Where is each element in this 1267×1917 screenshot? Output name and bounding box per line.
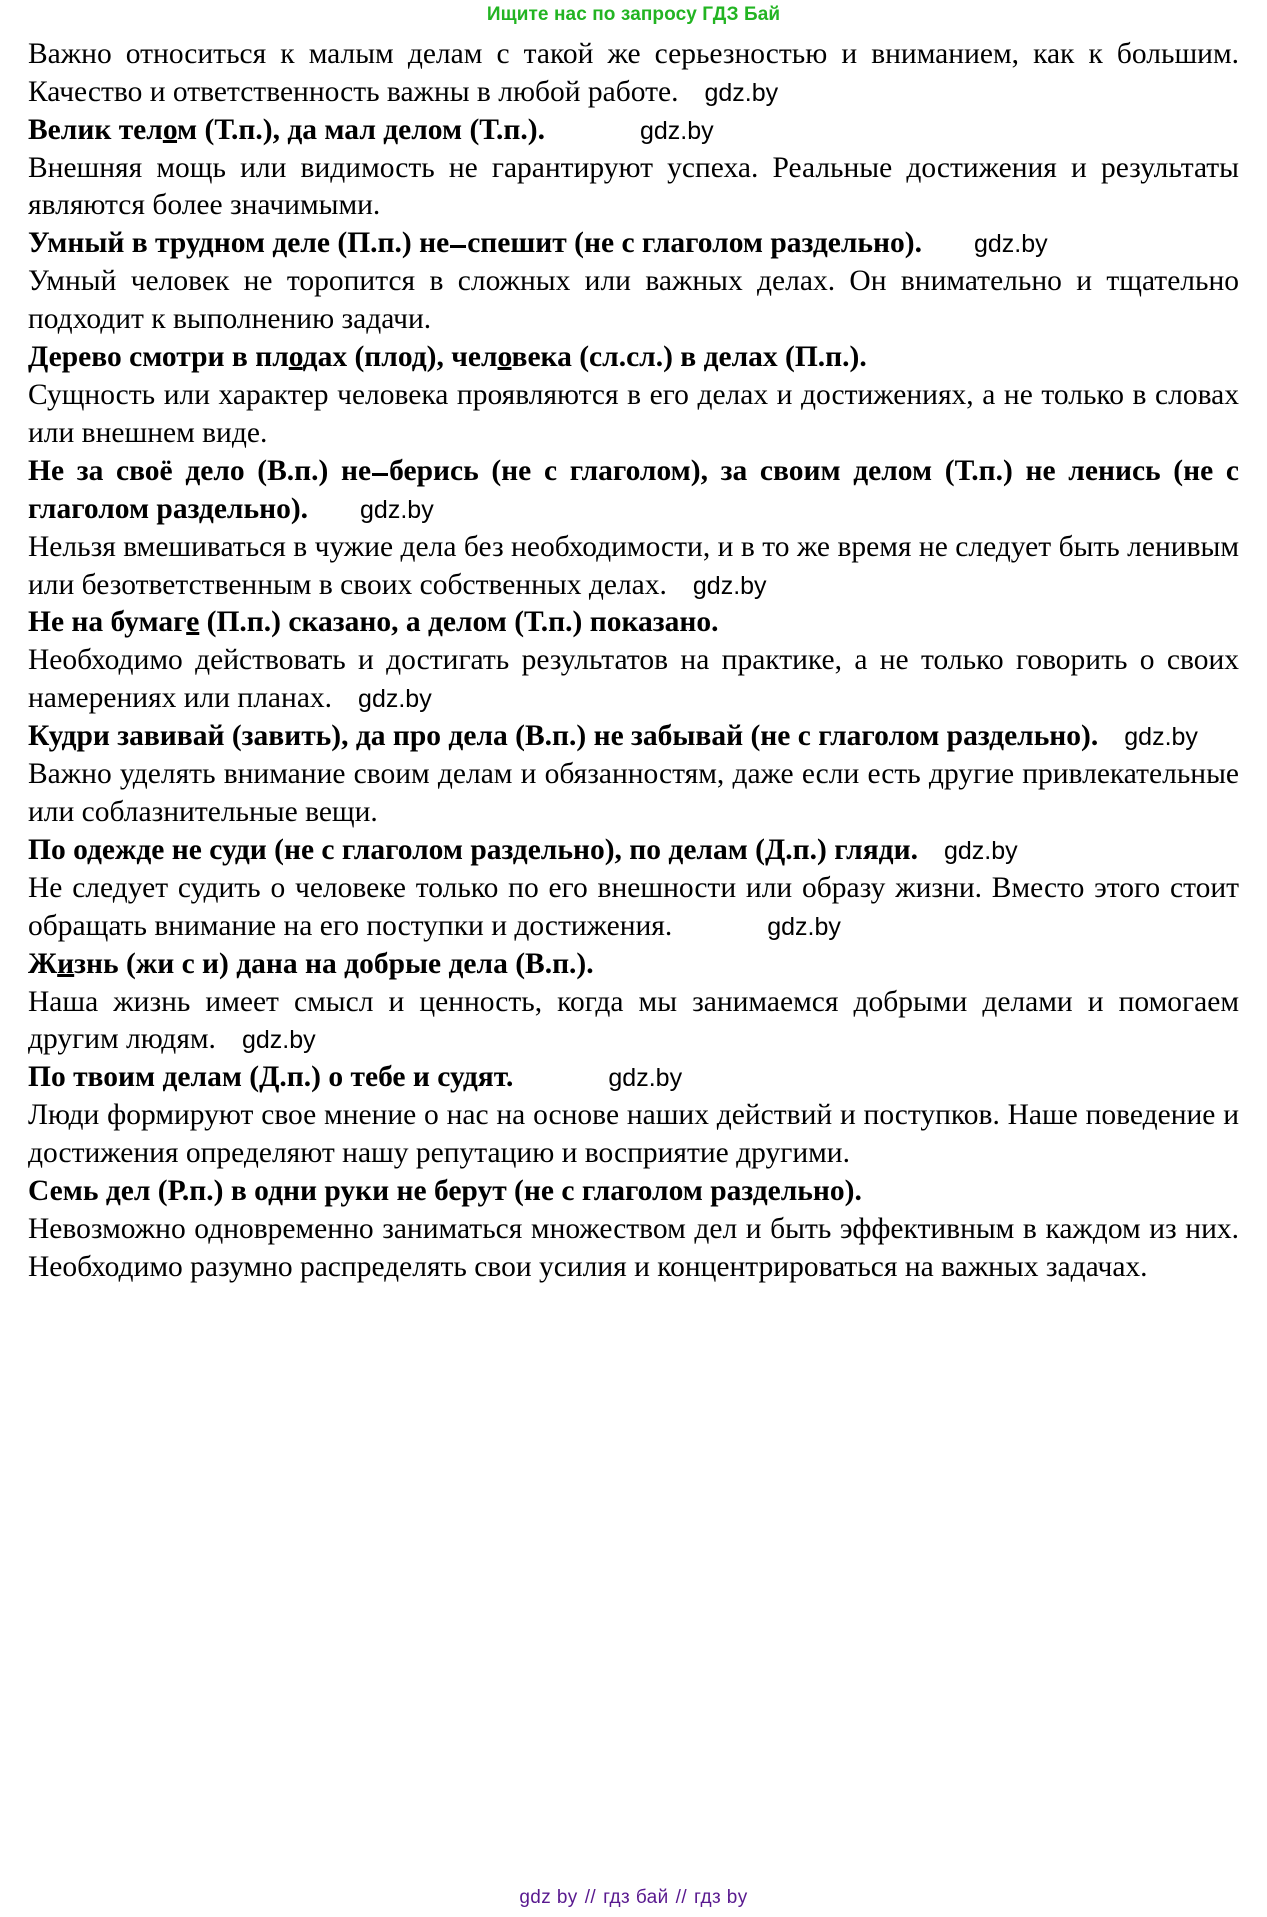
watermark-gdz: gdz.by [767,912,841,941]
explanation-text: Нельзя вмешиваться в чужие дела без необходимости, и в то же время не следует быть ленивым или безответственным в своих собственных делах. [28,530,1239,601]
orthogram-underline: о [497,341,512,374]
proverb-heading-1 [28,112,1239,150]
proverb-item-10 [28,1173,1239,1287]
proverb-item-6 [28,718,1239,832]
heading-text-p2: (П.п.) сказано, а делом (Т.п.) показано. [199,606,719,639]
footer-separator-2: // [675,1887,688,1908]
heading-text-p1: Не на бумаг [28,606,187,639]
orthogram-underline: и [57,947,75,980]
proverb-heading-6 [28,718,1239,756]
heading-text: Кудри завивай (завить), да про дела (В.п.) не забывай (не с глаголом раздельно). [28,720,1099,753]
heading-text-part2: берись (не с глаголом), за своим делом (Т.п.) не ленись (не с глаголом раздельно). [28,454,1239,525]
watermark-gdz: gdz.by [608,1064,683,1093]
heading-text: По одежде не суди (не с глаголом раздельно), по делам (Д.п.) гляди. [28,833,918,866]
explanation-text: Необходимо действовать и достигать результатов на практике, а не только говорить о своих намерениях или планах. [28,644,1239,715]
watermark-gdz: gdz.by [943,836,1018,865]
proverb-item-9 [28,1059,1239,1173]
explanation-text: Не следует судить о человеке только по его внешности или образу жизни. Вместо этого стоит обращать внимание на его поступки и достижения. [28,871,1239,942]
proverb-explanation-9: Люди формируют свое мнение о нас на основе наших действий и поступков. Наше поведение и достижения определяют нашу репутацию и восприятие другими. [28,1099,1239,1170]
proverb-explanation-3: Сущность или характер человека проявляются в его делах и достижениях, а не только в словах или внешнем виде. [28,379,1239,449]
proverb-heading-4 [28,453,1239,529]
proverb-explanation-4 [28,529,1239,605]
document-body [0,30,1267,1287]
proverb-item-1 [28,112,1239,226]
footer-separator-1: // [584,1887,597,1908]
heading-text-p2: дах (плод), чел [302,341,498,374]
proverb-heading-2 [28,225,1239,263]
footer [0,1887,1267,1909]
promo-banner: Ищите нас по запросу ГДЗ Бай [486,4,781,25]
watermark-gdz: gdz.by [241,1026,316,1055]
proverb-explanation-10: Невозможно одновременно заниматься множеством дел и быть эффективным в каждом из них. Необходимо разумно распределять свои усилия и концентрироваться на важных задачах. [28,1212,1239,1283]
heading-text-part1: Не за своё дело (В.п.) не [28,454,372,487]
proverb-explanation-1: Внешняя мощь или видимость не гарантируют успеха. Реальные достижения и результаты являются более значимыми. [28,151,1239,222]
heading-text-part1: Умный в трудном деле (П.п.) не [28,227,450,260]
connector-underline-icon [450,245,466,248]
proverb-heading-3 [28,339,1239,377]
proverb-explanation-5 [28,642,1239,718]
watermark-gdz: gdz.by [360,495,434,524]
proverb-heading-10: Семь дел (Р.п.) в одни руки не берут (не с глаголом раздельно). [28,1175,862,1208]
proverb-item-3 [28,339,1239,453]
proverb-heading-5 [28,604,1239,642]
intro-text: Важно относиться к малым делам с такой же серьезностью и вниманием, как к большим. Качество и ответственность важны в любой работе. [28,37,1239,108]
proverb-explanation-8 [28,984,1239,1060]
explanation-text: Наша жизнь имеет смысл и ценность, когда мы занимаемся добрыми делами и помогаем другим людям. [28,985,1239,1056]
proverb-item-5 [28,604,1239,718]
proverb-item-4 [28,453,1239,605]
watermark-gdz: gdz.by [1124,723,1198,752]
heading-text-p3: века (сл.сл.) в делах (П.п.). [511,341,867,374]
orthogram-underline: о [288,341,303,374]
heading-text-after: м (Т.п.), да мал делом (Т.п.). [177,113,545,146]
heading-text: По твоим делам (Д.п.) о тебе и судят. [28,1061,514,1094]
proverb-item-8 [28,946,1239,1060]
orthogram-underline: е [186,606,200,639]
proverb-explanation-6: Важно уделять внимание своим делам и обязанностям, даже если есть другие привлекательные или соблазнительные вещи. [28,758,1239,828]
proverb-explanation-7 [28,870,1239,946]
heading-text-p1: Дерево смотри в пл [28,341,289,374]
intro-block [28,36,1239,112]
footer-left-label: gdz by [519,1887,578,1908]
footer-middle-label: гдз бай [603,1887,669,1908]
orthogram-underline: о [162,113,178,146]
proverb-item-7 [28,832,1239,946]
heading-text-before: Велик тел [28,113,163,146]
watermark-gdz: gdz.by [973,230,1048,259]
watermark-gdz: gdz.by [704,78,779,107]
proverb-heading-9 [28,1059,1239,1097]
watermark-gdz: gdz.by [639,116,714,145]
intro-paragraph [28,36,1239,112]
heading-text-part2: спешит (не с глаголом раздельно). [467,227,922,260]
footer-right-label: гдз by [694,1887,748,1908]
heading-text-p1: Ж [28,947,58,980]
proverb-explanation-2: Умный человек не торопится в сложных или важных делах. Он внимательно и тщательно подходит к выполнению задачи. [28,265,1239,336]
proverb-item-2 [28,225,1239,339]
watermark-gdz: gdz.by [692,571,767,600]
proverb-heading-7 [28,832,1239,870]
connector-underline-icon [372,473,388,476]
proverb-heading-8 [28,946,1239,984]
heading-text-p2: знь (жи с и) дана на добрые дела (В.п.). [74,947,594,980]
watermark-gdz: gdz.by [358,685,432,714]
